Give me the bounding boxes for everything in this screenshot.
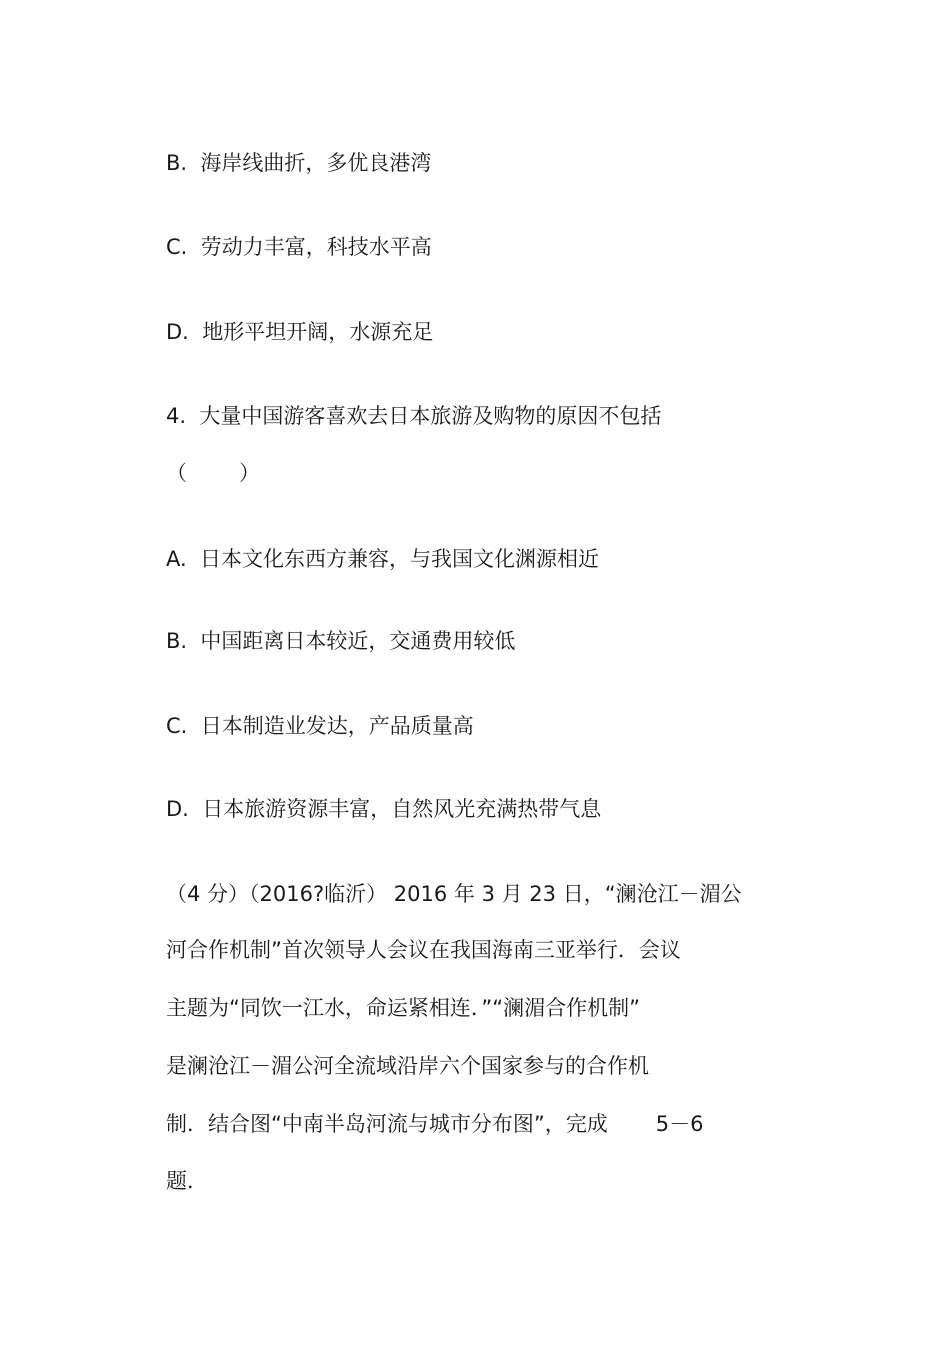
passage-line-5	[166, 1109, 704, 1139]
passage-line-2: 河合作机制”首次领导人会议在我国海南三亚举行．会议	[166, 938, 681, 962]
question-range: 5－6	[655, 1112, 704, 1136]
passage-line-3: 主题为“同饮一江水，命运紧相连．”“澜湄合作机制”	[166, 996, 641, 1020]
option-4d: D. 日本旅游资源丰富，自然风光充满热带气息	[166, 797, 602, 821]
passage-line-6: 题．	[166, 1169, 208, 1193]
passage-line-5-main: 制．结合图“中南半岛河流与城市分布图”，完成	[166, 1112, 608, 1136]
option-3b: B. 海岸线曲折，多优良港湾	[166, 151, 432, 175]
passage-line-4: 是澜沧江－湄公河全流域沿岸六个国家参与的合作机	[166, 1054, 649, 1078]
passage-line-1: （4 分）（2016?临沂） 2016 年 3 月 23 日，“澜沧江－湄公	[166, 882, 742, 906]
option-3d: D. 地形平坦开阔，水源充足	[166, 320, 434, 344]
option-4b: B. 中国距离日本较近，交通费用较低	[166, 629, 516, 653]
question-4-stem: 4. 大量中国游客喜欢去日本旅游及购物的原因不包括	[166, 404, 662, 428]
option-4a: A. 日本文化东西方兼容，与我国文化渊源相近	[166, 547, 600, 571]
paren-close: ）	[239, 461, 260, 485]
paren-open: （	[166, 461, 187, 485]
option-3c: C. 劳动力丰富，科技水平高	[166, 235, 432, 259]
answer-parentheses	[166, 458, 260, 488]
option-4c: C. 日本制造业发达，产品质量高	[166, 714, 474, 738]
